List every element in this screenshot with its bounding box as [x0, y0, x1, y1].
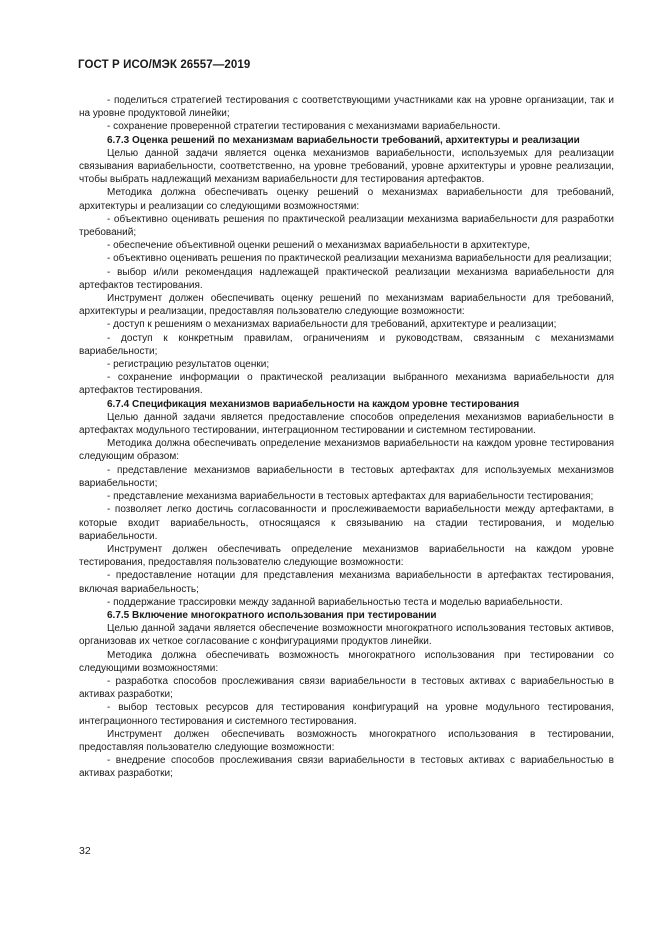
- body-paragraph: Методика должна обеспечивать определение механизмов вариабельности на каждом уровне тестирования следующим образом:: [79, 438, 614, 463]
- list-item: - предоставление нотации для представления механизма вариабельности в артефактах тестирования, включая вариабельность;: [79, 570, 614, 595]
- list-item: - выбор тестовых ресурсов для тестирования конфигураций на уровне модульного тестирования, интеграционного тестирования и системного тестирования.: [79, 702, 614, 727]
- list-item: - позволяет легко достичь согласованности и прослеживаемости вариабельности между артефактами, в которые входит вариабельность, относящаяся к связыванию на стадии тестирования, и моделью вариабельности.: [79, 504, 614, 542]
- list-item: - обеспечение объективной оценки решений о механизмах вариабельности в архитектуре,: [107, 240, 531, 252]
- body-paragraph: Инструмент должен обеспечивать возможность многократного использования в тестировании, предоставляя пользователю следующие возможности:: [79, 728, 614, 753]
- list-item: - представление механизма вариабельности в тестовых артефактах для вариабельности тестирования;: [107, 491, 594, 503]
- body-paragraph: Методика должна обеспечивать возможность многократного использования при тестировании со следующими возможностями:: [79, 649, 614, 674]
- body-paragraph: Целью данной задачи является оценка механизмов вариабельности, используемых для реализации связывания вариабельности, соответственно, на уровне требований, уровне архитектуры и уровне реализации, чтобы выбрать надлежащий механизм вариабельности для тестирования артефактов.: [79, 147, 614, 186]
- body-paragraph: Целью данной задачи является обеспечение возможности многократного использования тестовых активов, организовав их четкое согласование с конфигурациями продуктов линейки.: [79, 623, 614, 648]
- document-header: ГОСТ Р ИСО/МЭК 26557—2019: [78, 59, 251, 71]
- list-item: - поддержание трассировки между заданной вариабельностью теста и моделью вариабельности.: [107, 596, 563, 608]
- list-item: - поделиться стратегией тестирования с соответствующими участниками как на уровне организации, так и на уровне продуктовой линейки;: [79, 95, 614, 120]
- body-paragraph: Инструмент должен обеспечивать оценку решений по механизмам вариабельности для требований, архитектуры и реализации, предоставляя пользователю следующие возможности:: [79, 293, 614, 318]
- body-paragraph: Методика должна обеспечивать оценку решений о механизмах вариабельности для требований, архитектуры и реализации со следующими возможностями:: [79, 187, 614, 212]
- section-heading: 6.7.5 Включение многократного использования при тестировании: [107, 609, 437, 621]
- section-heading: 6.7.4 Спецификация механизмов вариабельности на каждом уровне тестирования: [107, 398, 520, 410]
- list-item: - доступ к решениям о механизмах вариабельности для требований, архитектуре и реализации;: [107, 319, 557, 331]
- section-heading: 6.7.3 Оценка решений по механизмам вариабельности требований, архитектуры и реализации: [107, 134, 580, 146]
- page-number: 32: [79, 845, 91, 857]
- document-body: [79, 94, 614, 781]
- list-item: - внедрение способов прослеживания связи вариабельности в тестовых активах с вариабельностью в активах разработки;: [79, 755, 614, 780]
- list-item: - представление механизмов вариабельности в тестовых артефактах для используемых механизмов вариабельности;: [79, 464, 614, 489]
- list-item: - разработка способов прослеживания связи вариабельности в тестовых активах с вариабельностью в активах разработки;: [79, 675, 614, 701]
- list-item: - выбор и/или рекомендация надлежащей практической реализации механизма вариабельности для артефактов тестирования.: [79, 266, 614, 291]
- body-paragraph: Инструмент должен обеспечивать определение механизмов вариабельности на каждом уровне тестирования, предоставляя пользователю следующие возможности:: [79, 543, 614, 569]
- list-item: - объективно оценивать решения по практической реализации механизма вариабельности для реализации;: [107, 253, 612, 265]
- list-item: - доступ к конкретным правилам, ограничениям и руководствам, связанным с механизмами вариабельности;: [79, 332, 614, 357]
- list-item: - сохранение информации о практической реализации выбранного механизма вариабельности для артефактов тестирования.: [79, 372, 614, 397]
- list-item: - объективно оценивать решения по практической реализации механизма вариабельности для разработки требований;: [79, 213, 614, 239]
- list-item: - сохранение проверенной стратегии тестирования с механизмами вариабельности.: [107, 121, 501, 133]
- body-paragraph: Целью данной задачи является предоставление способов определения механизмов вариабельности в артефактах модульного тестировании, интеграционном тестировании и системном тестировании.: [79, 411, 614, 437]
- list-item: - регистрацию результатов оценки;: [107, 359, 270, 371]
